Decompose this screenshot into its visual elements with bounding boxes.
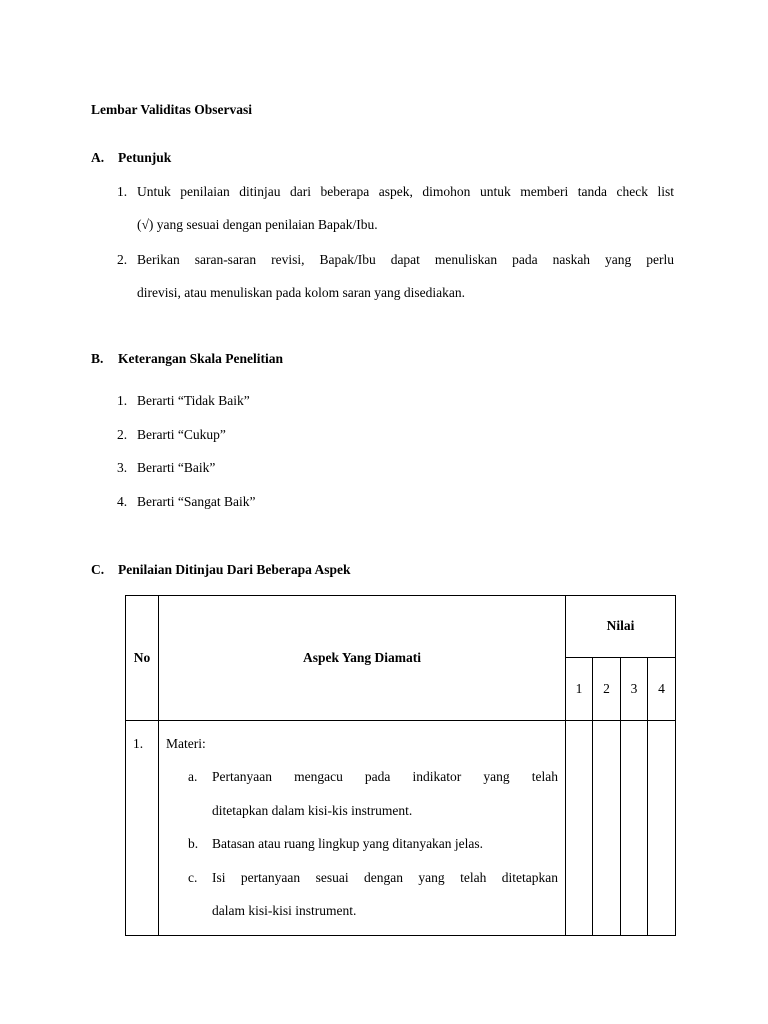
row-1-number: 1. — [133, 736, 144, 751]
row-1-item-letter: c. — [188, 870, 198, 885]
score-4-header: 4 — [648, 657, 676, 720]
scale-item-text: Berarti “Cukup” — [137, 427, 226, 442]
section-a-item-1-line1: Untuk penilaian ditinjau dari beberapa aspek, dimohon untuk memberi tanda check list — [137, 184, 674, 199]
row-1-item-letter: a. — [188, 769, 198, 784]
section-c-heading: Penilaian Ditinjau Dari Beberapa Aspek — [118, 562, 351, 577]
section-a-heading: Petunjuk — [118, 150, 172, 165]
col-no-header: No — [126, 596, 159, 721]
row-1-number-cell — [126, 721, 159, 936]
scale-item-num: 2. — [117, 427, 128, 442]
row-1-score-1-cell[interactable] — [566, 721, 593, 936]
row-1-item-line2: ditetapkan dalam kisi-kis instrument. — [212, 803, 413, 818]
table-row — [126, 721, 676, 936]
score-2-header: 2 — [593, 657, 621, 720]
section-a-item-1-line2: (√) yang sesuai dengan penilaian Bapak/Ibu. — [137, 217, 378, 232]
scale-item-text: Berarti “Tidak Baik” — [137, 393, 250, 408]
section-c-letter: C. — [91, 562, 105, 577]
section-a-item-2-line1: Berikan saran-saran revisi, Bapak/Ibu dapat menuliskan pada naskah yang perlu — [137, 252, 674, 267]
row-1-aspek-cell — [159, 721, 566, 936]
scale-item-text: Berarti “Baik” — [137, 460, 216, 475]
row-1-score-3-cell[interactable] — [621, 721, 648, 936]
col-nilai-header: Nilai — [566, 596, 676, 658]
row-1-score-4-cell[interactable] — [648, 721, 676, 936]
document-title: Lembar Validitas Observasi — [91, 102, 253, 117]
row-1-item-line1: Isi pertanyaan sesuai dengan yang telah ditetapkan — [212, 870, 558, 885]
row-1-item-line2: dalam kisi-kisi instrument. — [212, 903, 357, 918]
section-b-letter: B. — [91, 351, 104, 366]
assessment-table — [125, 595, 676, 936]
scale-item-num: 3. — [117, 460, 128, 475]
score-3-header: 3 — [621, 657, 648, 720]
row-1-item-letter: b. — [188, 836, 199, 851]
row-1-heading: Materi: — [166, 736, 206, 751]
section-b-heading: Keterangan Skala Penelitian — [118, 351, 283, 366]
scale-item-num: 4. — [117, 494, 128, 509]
score-1-header: 1 — [566, 657, 593, 720]
col-aspek-header: Aspek Yang Diamati — [159, 596, 566, 721]
table-header-row — [126, 596, 676, 658]
section-a-item-2-line2: direvisi, atau menuliskan pada kolom saran yang disediakan. — [137, 285, 466, 300]
row-1-item-line1: Pertanyaan mengacu pada indikator yang telah — [212, 769, 558, 784]
row-1-score-2-cell[interactable] — [593, 721, 621, 936]
row-1-item-line1: Batasan atau ruang lingkup yang ditanyakan jelas. — [212, 836, 484, 851]
scale-item-num: 1. — [117, 393, 128, 408]
scale-item-text: Berarti “Sangat Baik” — [137, 494, 256, 509]
section-a-item-2-num: 2. — [117, 252, 128, 267]
section-a-item-1-num: 1. — [117, 184, 128, 199]
section-a-letter: A. — [91, 150, 105, 165]
